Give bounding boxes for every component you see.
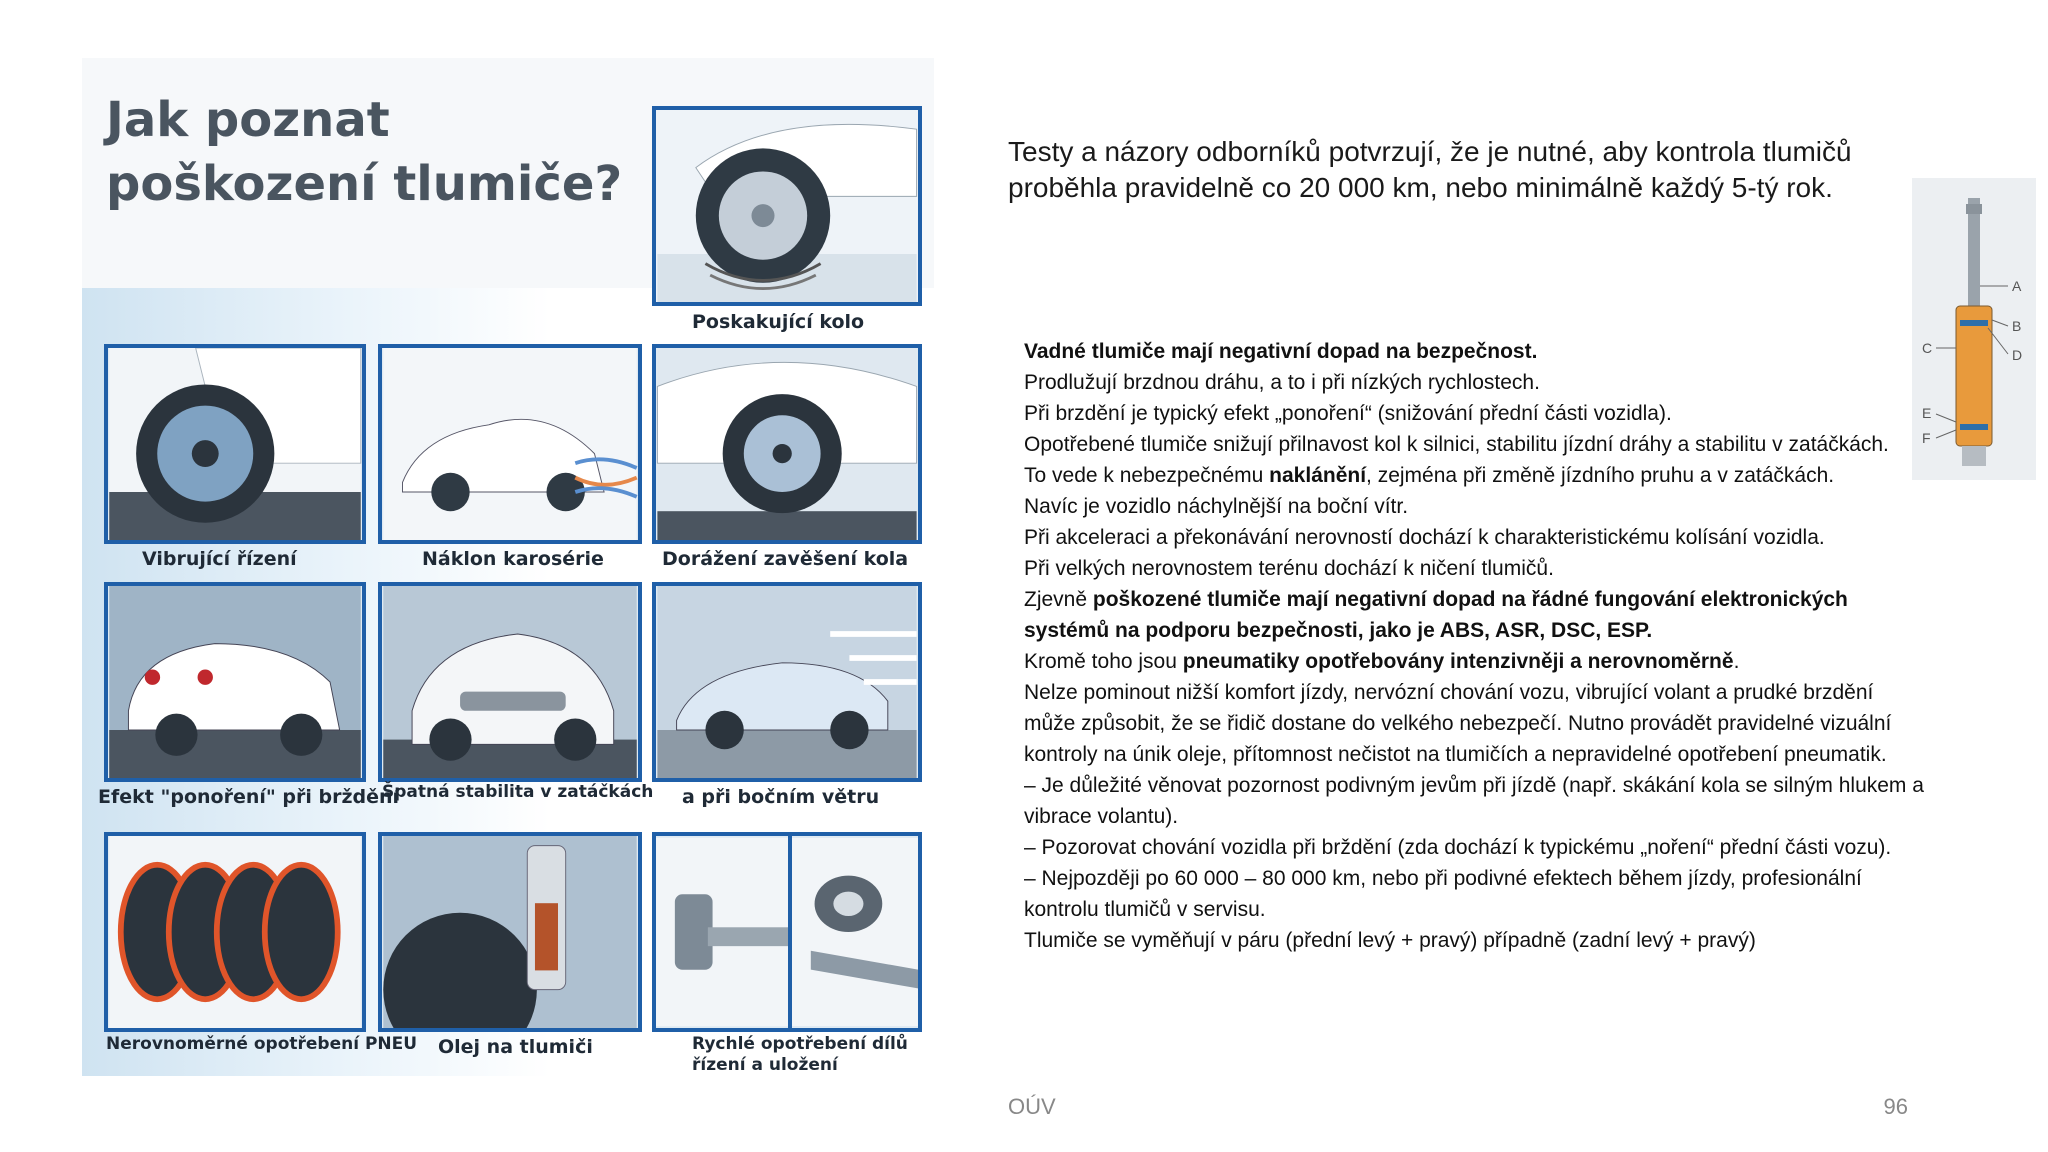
headline-text: Testy a názory odborníků potvrzují, že je nutné, aby kontrola tlumičů proběhla pravidelně co 20 000 km, nebo minimálně každý 5-tý rok. bbox=[1008, 136, 1852, 203]
tile-poor-stability bbox=[378, 582, 642, 782]
safety-heading-bold: Vadné tlumiče mají negativní dopad na bezpečnost. bbox=[1024, 340, 1538, 363]
caption-fast-wear-line2: řízení a uložení bbox=[692, 1055, 838, 1075]
tile-body-lean bbox=[378, 344, 642, 544]
paragraph-leaning bbox=[1024, 460, 1924, 491]
shock-absorber-diagram bbox=[1912, 178, 2036, 480]
paragraph-tires bbox=[1024, 646, 1924, 677]
bouncing-wheel-illustration bbox=[656, 110, 918, 302]
caption-body-lean: Náklon karosérie bbox=[422, 548, 604, 570]
tile-suspension-bottoming bbox=[652, 344, 922, 544]
uneven-tire-wear-illustration bbox=[108, 836, 362, 1028]
shock-absorber-icon bbox=[1912, 178, 2036, 480]
paragraph-comfort: Nelze pominout nižší komfort jízdy, nervózní chování vozu, vibrující volant a prudké brzdění může způsobit, že se řidič dostane do velkého nebezpečí. Nutno provádět pravidelné vizuální kontroly na únik oleje, přítomnost nečistot na tlumičích a nepravidelné opotřebení pneumatik. bbox=[1024, 681, 1892, 766]
paragraph-braking-distance: Prodlužují brzdnou dráhu, a to i při nízkých rychlostech. bbox=[1024, 371, 1540, 394]
shock-damage-infographic bbox=[82, 58, 934, 1076]
nose-dive-illustration bbox=[108, 586, 362, 778]
tile-nose-dive bbox=[104, 582, 366, 782]
suspension-bottoming-illustration bbox=[656, 348, 918, 540]
shock-label-c: C bbox=[1922, 340, 1933, 356]
paragraph-service-check: – Nejpozději po 60 000 – 80 000 km, nebo při podivné efektech během jízdy, profesionální kontrolu tlumičů v servisu. bbox=[1024, 867, 1862, 921]
paragraph-grip: Opotřebené tlumiče snižují přilnavost kol k silnici, stabilitu jízdní dráhy a stabilitu v zatáčkách. bbox=[1024, 433, 1889, 456]
electronics-text-a: Zjevně bbox=[1024, 588, 1093, 611]
paragraph-attention: – Je důležité věnovat pozornost podivným jevům při jízdě (např. skákání kola se silným hlukem a vibrace volantu). bbox=[1024, 774, 1924, 828]
footer-label: OÚV bbox=[1008, 1094, 1056, 1119]
body-lean-illustration bbox=[382, 348, 638, 540]
leaning-text-bold: naklánění bbox=[1269, 464, 1367, 487]
electronics-text-bold: poškozené tlumiče mají negativní dopad na řádné fungování elektronických systémů na podporu bezpečnosti, jako je ABS, ASR, DSC, ESP. bbox=[1024, 588, 1848, 642]
caption-vibrating-steering: Vibrující řízení bbox=[142, 548, 297, 570]
paragraph-crosswind: Navíc je vozidlo náchylnější na boční vítr. bbox=[1024, 495, 1409, 518]
caption-uneven-tire-wear: Nerovnoměrné opotřebení PNEU bbox=[106, 1034, 418, 1054]
caption-poor-stability: Špatná stabilita v zatáčkách bbox=[382, 782, 654, 802]
caption-oil-leak: Olej na tlumiči bbox=[438, 1036, 593, 1058]
caption-bouncing-wheel: Poskakující kolo bbox=[682, 309, 874, 335]
infographic-title bbox=[106, 88, 626, 216]
tires-text-bold: pneumatiky opotřebovány intenzivněji a nerovnoměrně bbox=[1182, 650, 1734, 673]
shock-label-f: F bbox=[1922, 430, 1931, 446]
page-number: 96 bbox=[1883, 1094, 1908, 1119]
tile-bouncing-wheel bbox=[652, 106, 922, 306]
tile-crosswind bbox=[652, 582, 922, 782]
tile-uneven-tire-wear bbox=[104, 832, 366, 1032]
crosswind-illustration bbox=[656, 586, 918, 778]
caption-fast-wear-line1: Rychlé opotřebení dílů bbox=[692, 1034, 908, 1054]
infographic-title-line2: poškození tlumiče? bbox=[106, 156, 623, 212]
steering-joint-illustration bbox=[656, 836, 788, 1028]
paragraph-acceleration: Při akceleraci a překonávání nerovností dochází k charakteristickému kolísání vozidla. bbox=[1024, 526, 1825, 549]
tires-text-c: . bbox=[1733, 650, 1740, 673]
tile-fast-wear-right bbox=[788, 832, 922, 1032]
poor-stability-illustration bbox=[382, 586, 638, 778]
oil-leak-illustration bbox=[382, 836, 638, 1028]
tile-vibrating-steering bbox=[104, 344, 366, 544]
tile-fast-wear-left bbox=[652, 832, 792, 1032]
paragraph-replace-in-pairs: Tlumiče se vyměňují v páru (přední levý + pravý) případně (zadní levý + pravý) bbox=[1024, 929, 1756, 952]
paragraph-nose-dive: Při brzdění je typický efekt „ponoření“ (snižování přední části vozidla). bbox=[1024, 402, 1672, 425]
paragraph-safety-heading bbox=[1024, 336, 1924, 367]
paragraph-electronics bbox=[1024, 584, 1924, 646]
caption-fast-wear bbox=[692, 1034, 912, 1076]
paragraph-observe-braking: – Pozorovat chování vozidla při brždění (zda dochází k typickému „noření“ přední části vozu). bbox=[1024, 836, 1892, 859]
shock-label-b: B bbox=[2012, 318, 2022, 334]
bushing-illustration bbox=[792, 836, 918, 1028]
leaning-text-a: To vede k nebezpečnému bbox=[1024, 464, 1270, 487]
vibrating-steering-illustration bbox=[108, 348, 362, 540]
leaning-text-c: , zejména při změně jízdního pruhu a v zatáčkách. bbox=[1366, 464, 1835, 487]
tires-text-a: Kromě toho jsou bbox=[1024, 650, 1183, 673]
caption-suspension-bottoming: Dorážení zavěšení kola bbox=[662, 548, 909, 570]
tile-oil-leak bbox=[378, 832, 642, 1032]
shock-label-d: D bbox=[2012, 347, 2023, 363]
shock-label-a: A bbox=[2012, 278, 2022, 294]
caption-crosswind: a při bočním větru bbox=[682, 786, 880, 808]
paragraph-terrain: Při velkých nerovnostem terénu dochází k ničení tlumičů. bbox=[1024, 557, 1554, 580]
infographic-title-line1: Jak poznat bbox=[106, 92, 390, 148]
caption-nose-dive: Efekt "ponoření" při brždění bbox=[98, 786, 400, 808]
body-text bbox=[1024, 336, 1924, 956]
shock-label-e: E bbox=[1922, 405, 1932, 421]
